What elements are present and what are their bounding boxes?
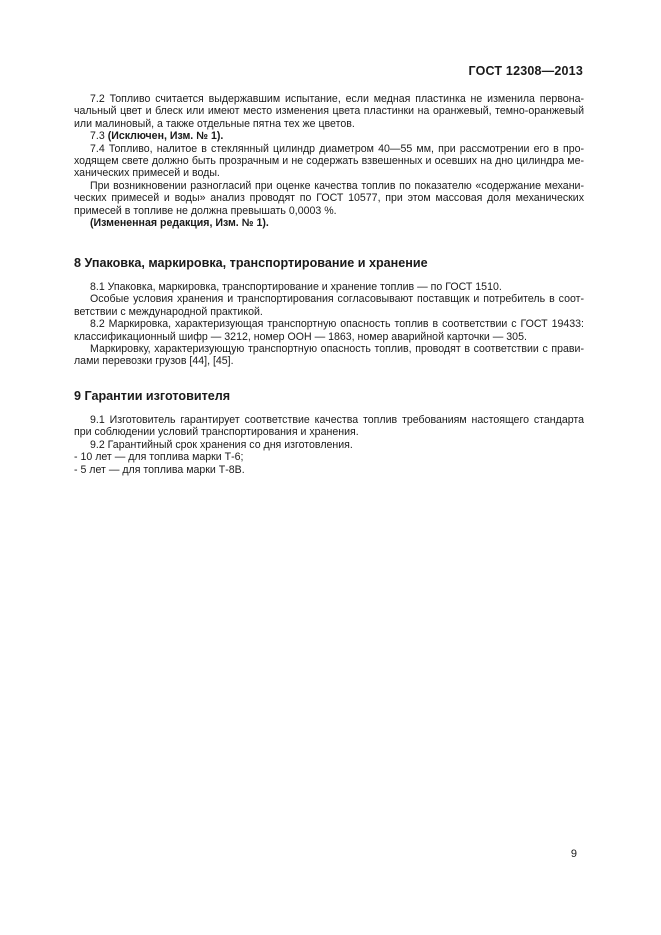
paragraph-line: ветствии с международной практикой. (74, 305, 263, 318)
paragraph-line: или малиновый, а также отдельные пятна тех же цветов. (74, 117, 355, 130)
section-8-block (74, 281, 584, 368)
section-9-heading: 9 Гарантии изготовителя (74, 389, 231, 403)
paragraph-line: ходящем свете должно быть прозрачным и не содержать взвешенных и осевших на дно цилиндра ме- (74, 155, 584, 168)
section-8-heading: 8 Упаковка, маркировка, транспортирование и хранение (74, 256, 428, 270)
list-item: - 5 лет — для топлива марки Т-8В. (74, 463, 245, 476)
paragraph-line: 7.2 Топливо считается выдержавшим испытание, если медная пластинка не изменила первона- (90, 93, 584, 105)
paragraph-line: 8.2 Маркировка, характеризующая транспортную опасность топлив в соответствии с ГОСТ 19433: (90, 318, 584, 331)
clause-number: 7.3 (90, 130, 105, 143)
paragraph-line: при соблюдении условий транспортирования и хранения. (74, 426, 359, 439)
paragraph-line: При возникновении разногласий при оценке качества топлив по показателю «содержание механи- (90, 179, 584, 192)
clause-7-block (74, 93, 584, 229)
paragraph-line: 9.2 Гарантийный срок хранения со дня изготовления. (90, 438, 353, 451)
paragraph-line: чальный цвет и блеск или имеют место изменения цвета пластинки на оранжевый, темно-оранжевый (74, 105, 584, 118)
paragraph-line: 7.4 Топливо, налитое в стеклянный цилиндр диаметром 40—55 мм, при рассмотрении его в про- (90, 142, 584, 155)
paragraph-line: Особые условия хранения и транспортирования согласовывают поставщик и потребитель в соот- (90, 293, 584, 306)
clause-note-bold: (Исключен, Изм. № 1). (107, 130, 224, 143)
paragraph-line: 9.1 Изготовитель гарантирует соответствие качества топлив требованиям настоящего стандарта (90, 414, 584, 426)
standard-code-header: ГОСТ 12308—2013 (468, 64, 583, 78)
paragraph-line: 8.1 Упаковка, маркировка, транспортирование и хранение топлив — по ГОСТ 1510. (90, 281, 502, 293)
amendment-note: (Измененная редакция, Изм. № 1). (90, 217, 269, 230)
paragraph-line: лами перевозки грузов [44], [45]. (74, 355, 234, 368)
paragraph-line: Маркировку, характеризующую транспортную опасность топлив, проводят в соответствии с прави- (90, 343, 584, 356)
list-item: - 10 лет — для топлива марки Т-6; (74, 451, 244, 464)
page-number: 9 (570, 848, 577, 860)
paragraph-line: ческих примесей и воды» анализ проводят по ГОСТ 10577, при этом массовая доля механических (74, 192, 584, 205)
paragraph-line: классификационный шифр — 3212, номер ООН — 1863, номер аварийной карточки — 305. (74, 330, 527, 343)
paragraph-line: примесей в топливе не должна превышать 0,0003 %. (74, 204, 337, 217)
clause-7-3-line (74, 130, 584, 142)
paragraph-line: ханических примесей и воды. (74, 167, 220, 180)
section-9-block (74, 414, 584, 476)
